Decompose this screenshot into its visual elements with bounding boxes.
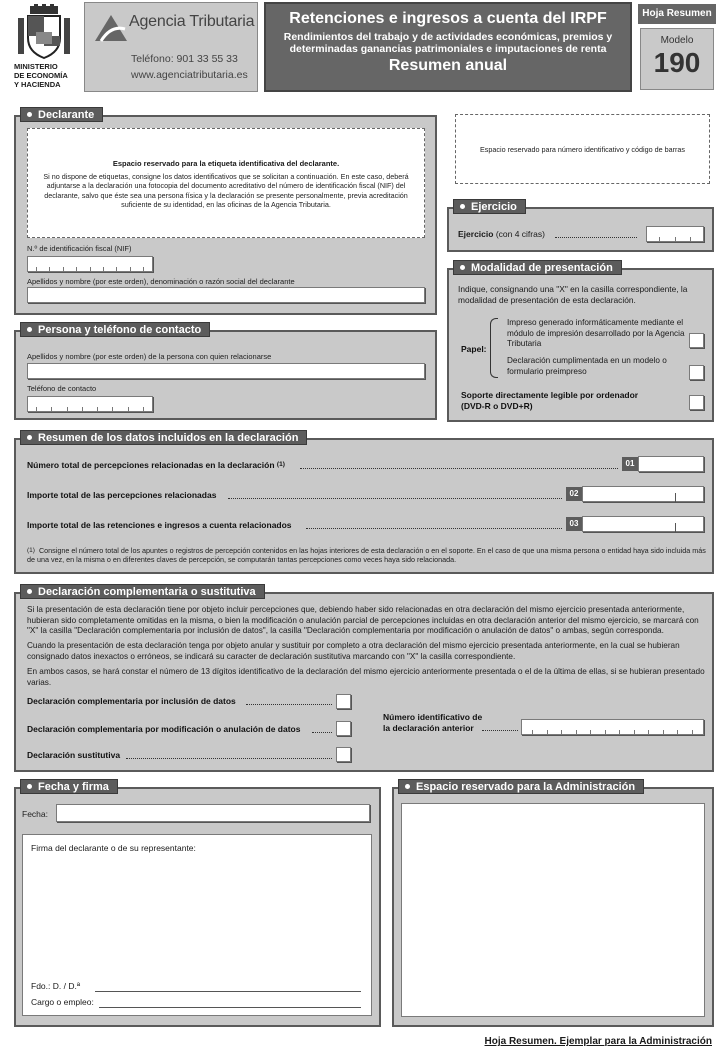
complementaria-option-modificacion: Declaración complementaria por modificación o anulación de datos [27, 724, 301, 734]
modalidad-option-impreso: Impreso generado informáticamente mediante el módulo de impresión desarrollado por la Agencia Tributaria [507, 318, 685, 348]
declarante-name-input[interactable] [27, 287, 425, 303]
model-number: 190 [653, 47, 701, 78]
ministry-logo [14, 4, 74, 102]
model-label: Modelo [660, 35, 694, 46]
agency-box [84, 2, 258, 92]
bullet-icon [27, 112, 32, 117]
title-box [264, 2, 632, 92]
agency-web: www.agenciatributaria.es [131, 69, 248, 81]
complementaria-title: Declaración complementaria o sustitutiva [20, 584, 265, 599]
label-sticker-area [27, 128, 425, 238]
ministry-name-line: MINISTERIO [14, 62, 58, 71]
box-number: 01 [622, 457, 638, 471]
row-leader [312, 732, 332, 733]
modalidad-intro: Indique, consignando una "X" en la casilla correspondiente, la modalidad de presentación de esta declaración. [458, 284, 688, 305]
contacto-title: Persona y teléfono de contacto [20, 322, 210, 337]
agency-phone: Teléfono: 901 33 55 33 [131, 53, 238, 65]
fecha-label: Fecha: [22, 809, 48, 819]
bullet-icon [27, 435, 32, 440]
ejercicio-label: Ejercicio (con 4 cifras) [458, 229, 545, 239]
percepciones-amount-input[interactable] [582, 486, 704, 502]
fdo-line [95, 991, 361, 992]
preimpreso-checkbox[interactable] [689, 365, 704, 380]
row-leader [300, 468, 618, 469]
declarante-title: Declarante [20, 107, 103, 122]
box-number: 02 [566, 487, 582, 501]
declarante-name-label: Apellidos y nombre (por este orden), denominación o razón social del declarante [27, 277, 295, 286]
ministry-name-line: DE ECONOMÍA [14, 71, 68, 80]
nif-input[interactable] [27, 256, 153, 272]
nif-label: N.º de identificación fiscal (NIF) [27, 244, 132, 253]
row-leader [482, 730, 518, 731]
digit-ticks [36, 257, 144, 271]
resumen-footnote: (1) Consigne el número total de los apuntes o registros de percepción contenidos en las hojas interiores de esta declaración o en el soporte. En el caso de que una misma persona o entidad haya sido incluida más de una vez, en la misma o en diferentes claves de percepción, se computarán tantas percepciones como veces haya sido relacionada. [27, 546, 706, 565]
label-area-title: Espacio reservado para la etiqueta identificativa del declarante. [112, 159, 340, 168]
soporte-checkbox[interactable] [689, 395, 704, 410]
modalidad-option-preimpreso: Declaración cumplimentada en un modelo o formulario preimpreso [507, 356, 667, 376]
previous-declaration-input[interactable] [521, 719, 704, 735]
ejercicio-leader [555, 237, 637, 238]
fecha-input[interactable] [56, 804, 370, 822]
retenciones-amount-input[interactable] [582, 516, 704, 532]
ejercicio-title: Ejercicio [453, 199, 526, 214]
fdo-label: Fdo.: D. / D.ª [31, 981, 80, 991]
cargo-label: Cargo o empleo: [31, 997, 94, 1007]
agency-name: Agencia Tributaria [129, 13, 255, 30]
row-leader [306, 528, 562, 529]
percepciones-count-input[interactable] [638, 456, 704, 472]
sustitutiva-checkbox[interactable] [336, 747, 351, 762]
label-area-text: Si no dispone de etiquetas, consigne los datos identificativos que se solicitan a continuación. En este caso, deberá adjuntarse a la declaración una fotocopia del documento acreditativo del número de identificación fiscal (NIF) del declarante, salvo que éste sea una persona física y la declaración se presente personalmente, previa acreditación suficiente de su identidad, en las oficinas de la Agencia Tributaria. [43, 172, 409, 210]
ejercicio-input[interactable] [646, 226, 704, 242]
bullet-icon [27, 327, 32, 332]
modificacion-checkbox[interactable] [336, 721, 351, 736]
complementaria-option-sustitutiva: Declaración sustitutiva [27, 750, 121, 760]
form-subtitle: determinadas ganancias patrimoniales e imputaciones de renta [289, 43, 607, 55]
papel-label: Papel: [461, 344, 487, 354]
contact-phone-label: Teléfono de contacto [27, 384, 97, 393]
row-leader [126, 758, 332, 759]
bullet-icon [460, 204, 465, 209]
brace-icon [490, 318, 498, 378]
form-title-sub: Resumen anual [388, 57, 508, 74]
row-leader [228, 498, 562, 499]
resumen-row-label: Número total de percepciones relacionadas en la declaración $^{(1)}$ [27, 460, 285, 470]
form-subtitle: Rendimientos del trabajo y de actividades económicas, premios y [283, 31, 613, 43]
admin-title: Espacio reservado para la Administración [398, 779, 644, 794]
inclusion-checkbox[interactable] [336, 694, 351, 709]
form-title: Retenciones e ingresos a cuenta del IRPF [289, 10, 607, 27]
resumen-row-label: Importe total de las retenciones e ingresos a cuenta relacionados [27, 520, 292, 530]
resumen-row-label: Importe total de las percepciones relacionadas [27, 490, 217, 500]
ministry-name-line: Y HACIENDA [14, 80, 61, 89]
contact-name-label: Apellidos y nombre (por este orden) de la persona con quien relacionarse [27, 352, 272, 361]
complementaria-para2: Cuando la presentación de esta declaración tenga por objeto anular y sustituir por completo a otra declaración del mismo ejercicio presentada anteriormente, en la cual se hubieran consignado datos inexactos o erróneos, se indicará su caracter de declaración sustitutiva marcando con "X" la casilla correspondiente. [27, 641, 680, 661]
cargo-line [99, 1007, 361, 1008]
model-box [640, 28, 714, 90]
modalidad-title: Modalidad de presentación [453, 260, 622, 275]
barcode-area [455, 114, 710, 184]
row-leader [246, 704, 332, 705]
coat-of-arms-icon [14, 4, 74, 60]
bullet-icon [27, 589, 32, 594]
complementaria-para1: Si la presentación de esta declaración tiene por objeto incluir percepciones que, debiendo haber sido relacionadas en otra declaración del mismo ejercicio presentada anteriormente, hubieran sido completamente omitidas en la misma, o bien la modificación o anulación parcial de percepciones incluidas en otra declaración anterior del mismo ejercicio, se marcará con "X" la casilla "Declaración complementaria por inclusión de datos", la casilla "Declaración complementaria por modificación o anulación de datos" o ambas, según corresponda. [27, 605, 699, 635]
barcode-area-text: Espacio reservado para número identificativo y código de barras [480, 145, 685, 154]
previous-declaration-label: Número identificativo de la declaración anterior [383, 712, 483, 733]
impreso-checkbox[interactable] [689, 333, 704, 348]
signature-label: Firma del declarante o de su representante: [31, 843, 196, 853]
contact-phone-input[interactable] [27, 396, 153, 412]
sheet-label: Hoja Resumen [638, 4, 716, 24]
modalidad-option-soporte: Soporte directamente legible por ordenador (DVD-R o DVD+R) [461, 390, 639, 411]
signature-area[interactable] [22, 834, 372, 1016]
agency-logo-icon [93, 11, 129, 45]
box-number: 03 [566, 517, 582, 531]
footer-text: Hoja Resumen. Ejemplar para la Administración [484, 1036, 712, 1047]
bullet-icon [460, 265, 465, 270]
admin-reserved-area [401, 803, 705, 1017]
complementaria-option-inclusion: Declaración complementaria por inclusión de datos [27, 696, 236, 706]
resumen-title: Resumen de los datos incluidos en la declaración [20, 430, 307, 445]
contact-name-input[interactable] [27, 363, 425, 379]
bullet-icon [27, 784, 32, 789]
bullet-icon [405, 784, 410, 789]
complementaria-para3: En ambos casos, se hará constar el número de 13 dígitos identificativo de la declaración del mismo ejercicio anteriormente presentada o el de la última de ellas, si se hubieran presentado varias. [27, 667, 705, 687]
firma-title: Fecha y firma [20, 779, 118, 794]
